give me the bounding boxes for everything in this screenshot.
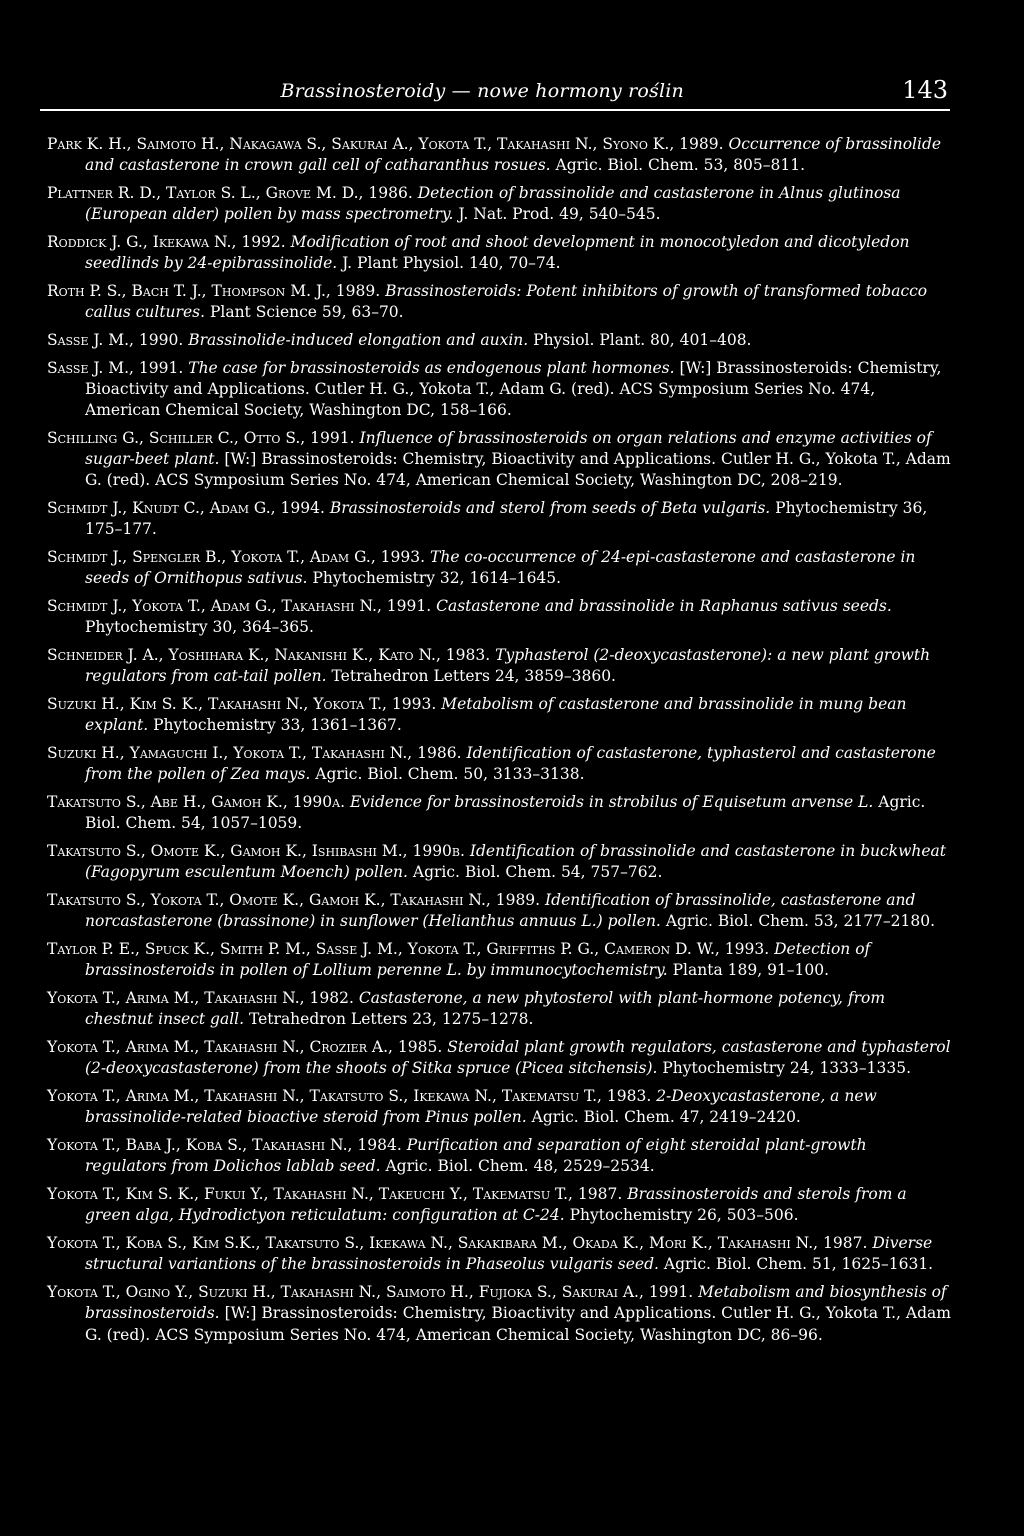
reference-entry [47,428,953,492]
reference-entry [47,1184,953,1226]
reference-entry [47,743,953,785]
reference-source: Phytochemistry 36, 175–177. [85,499,928,539]
reference-entry [47,841,953,883]
reference-title: Metabolism of castasterone and brassinolide in mung bean explant. [85,695,907,735]
reference-title: Steroidal plant growth regulators, castasterone and typhasterol (2-deoxycastasterone) from the shoots of Sitka spruce (Picea sitchensis). [85,1038,951,1078]
reference-entry [47,183,953,225]
reference-authors: Sasse J. M., 1990. [47,331,184,349]
reference-authors: Yokota T., Baba J., Koba S., Takahashi N., 1984. [47,1136,402,1155]
reference-source: J. Nat. Prod. 49, 540–545. [458,205,661,224]
reference-entry [47,498,953,540]
reference-title: Occurrence of brassinolide and castasterone in crown gall cell of catharanthus rosues. [85,135,942,175]
reference-source: Planta 189, 91–100. [672,961,830,980]
reference-entry [47,939,953,981]
reference-entry [47,134,953,176]
reference-entry [47,596,953,638]
page-header [40,76,950,112]
reference-title: Brassinosteroids: Potent inhibitors of growth of transformed tobacco callus cultures. [85,282,928,322]
reference-title: 2-Deoxycastasterone, a new brassinolide-related bioactive steroid from Pinus pollen. [85,1087,877,1127]
reference-title: Metabolism and biosynthesis of brassinosteroids. [85,1283,947,1323]
reference-title: Identification of brassinolide, castasterone and norcastasterone (brassinone) in sunflower (Helianthus annuus L.) pollen. [85,891,916,931]
reference-entry [47,1037,953,1079]
header-rule [40,109,950,111]
reference-authors: Yokota T., Kim S. K., Fukui Y., Takahashi N., Takeuchi Y., Takematsu T., 1987. [47,1185,623,1204]
reference-authors: Takatsuto S., Yokota T., Omote K., Gamoh K., Takahashi N., 1989. [47,891,541,910]
reference-title: Typhasterol (2-deoxycastasterone): a new plant growth regulators from cat-tail pollen. [85,646,931,686]
reference-title: Brassinolide-induced elongation and auxin. [188,331,529,349]
reference-authors: Yokota T., Koba S., Kim S.K., Takatsuto S., Ikekawa N., Sakakibara M., Okada K., Mori K., Takahashi N., 1987. [47,1234,868,1253]
reference-title: Modification of root and shoot development in monocotyledon and dicotyledon seedlinds by 24-epibrassinolide. [85,233,910,273]
reference-entry [47,1282,953,1346]
reference-authors: Yokota T., Arima M., Takahashi N., 1982. [47,989,354,1008]
reference-source: Agric. Biol. Chem. 48, 2529–2534. [385,1157,655,1176]
reference-entry [47,358,953,422]
reference-authors: Suzuki H., Yamaguchi I., Yokota T., Takahashi N., 1986. [47,744,462,763]
reference-entry [47,792,953,834]
reference-title: The case for brassinosteroids as endogenous plant hormones. [188,358,675,377]
reference-title: Brassinosteroids and sterols from a green alga, Hydrodictyon reticulatum: configuration at C-24. [85,1185,907,1225]
reference-authors: Schmidt J., Spengler B., Yokota T., Adam G., 1993. [47,548,426,567]
reference-source: Agric. Biol. Chem. 50, 3133–3138. [315,765,585,784]
reference-authors: Takatsuto S., Omote K., Gamoh K., Ishibashi M., 1990b. [47,842,465,861]
reference-title: Detection of brassinolide and castasterone in Alnus glutinosa (European alder) pollen by mass spectrometry. [85,184,901,224]
reference-authors: Schmidt J., Knudt C., Adam G., 1994. [47,499,325,518]
reference-entry [47,645,953,687]
reference-authors: Roth P. S., Bach T. J., Thompson M. J., 1989. [47,282,381,300]
reference-source: Phytochemistry 33, 1361–1367. [153,716,402,735]
reference-authors: Taylor P. E., Spuck K., Smith P. M., Sasse J. M., Yokota T., Griffiths P. G., Cameron D. W., 1993. [47,940,770,959]
reference-source: Agric. Biol. Chem. 54, 757–762. [412,863,663,882]
reference-authors: Yokota T., Ogino Y., Suzuki H., Takahashi N., Saimoto H., Fujioka S., Sakurai A., 1991. [47,1283,694,1302]
reference-source: Tetrahedron Letters 23, 1275–1278. [249,1010,534,1029]
reference-entry [47,281,953,323]
reference-authors: Suzuki H., Kim S. K., Takahashi N., Yokota T., 1993. [47,695,437,714]
reference-entry [47,1233,953,1275]
reference-entry [47,232,953,274]
reference-list [47,134,953,1352]
reference-title: Influence of brassinosteroids on organ relations and enzyme activities of sugar-beet plant. [85,429,932,469]
reference-source: Plant Science 59, 63–70. [209,303,404,322]
reference-entry [47,547,953,589]
reference-source: Agric. Biol. Chem. 53, 805–811. [555,156,806,175]
reference-authors: Schneider J. A., Yoshihara K., Nakanishi K., Kato N., 1983. [47,646,491,665]
reference-source: [W:] Brassinosteroids: Chemistry, Bioactivity and Applications. Cutler H. G., Yokota T., Adam G. (red). ACS Symposium Series No. 474, American Chemical Society, Washington DC, 158–166. [85,358,942,420]
reference-entry [47,694,953,736]
reference-authors: Roddick J. G., Ikekawa N., 1992. [47,233,286,251]
reference-source: [W:] Brassinosteroids: Chemistry, Bioactivity and Applications. Cutler H. G., Yokota T., Adam G. (red). ACS Symposium Series No. 474, American Chemical Society, Washington DC, 208–219. [85,450,951,490]
reference-source: Agric. Biol. Chem. 54, 1057–1059. [85,793,926,833]
reference-entry [47,1086,953,1128]
reference-title: Evidence for brassinosteroids in strobilus of Equisetum arvense L. [349,793,874,812]
reference-authors: Schilling G., Schiller C., Otto S., 1991. [47,429,355,447]
reference-source: Tetrahedron Letters 24, 3859–3860. [331,667,616,686]
reference-authors: Yokota T., Arima M., Takahashi N., Takatsuto S., Ikekawa N., Takematsu T., 1983. [47,1087,652,1106]
reference-source: Phytochemistry 30, 364–365. [85,618,314,637]
reference-source: Agric. Biol. Chem. 47, 2419–2420. [531,1108,801,1127]
reference-authors: Park K. H., Saimoto H., Nakagawa S., Sakurai A., Yokota T., Takahashi N., Syono K., 1989. [47,135,724,153]
reference-title: Identification of brassinolide and castasterone in buckwheat (Fagopyrum esculentum Moench) pollen. [85,842,946,882]
reference-entry [47,890,953,932]
reference-source: Phytochemistry 26, 503–506. [569,1206,799,1225]
reference-title: Castasterone, a new phytosterol with plant-hormone potency, from chestnut insect gall. [85,989,886,1029]
reference-title: Purification and separation of eight steroidal plant-growth regulators from Dolichos lablab seed. [85,1136,867,1176]
reference-source: Agric. Biol. Chem. 53, 2177–2180. [665,912,936,931]
reference-authors: Yokota T., Arima M., Takahashi N., Crozier A., 1985. [47,1038,443,1057]
reference-title: Diverse structural variantions of the brassinosteroids in Phaseolus vulgaris seed. [85,1234,933,1274]
reference-source: Phytochemistry 24, 1333–1335. [662,1059,912,1078]
reference-entry [47,330,953,351]
reference-authors: Sasse J. M., 1991. [47,358,184,377]
reference-source: Agric. Biol. Chem. 51, 1625–1631. [663,1255,934,1274]
reference-title: Identification of castasterone, typhasterol and castasterone from the pollen of Zea mays. [85,744,936,784]
reference-authors: Plattner R. D., Taylor S. L., Grove M. D., 1986. [47,184,413,202]
reference-title: Brassinosteroids and sterol from seeds of Beta vulgaris. [329,499,771,518]
reference-title: Detection of brassinosteroids in pollen of Lollium perenne L. by immunocytochemistry. [85,940,871,980]
reference-source: Phytochemistry 32, 1614–1645. [312,569,562,588]
reference-authors: Takatsuto S., Abe H., Gamoh K., 1990a. [47,793,346,812]
running-title: Brassinosteroidy — nowe hormony roślin [280,80,684,102]
page-number: 143 [902,76,948,104]
reference-source: J. Plant Physiol. 140, 70–74. [342,254,561,273]
reference-source: [W:] Brassinosteroids: Chemistry, Bioactivity and Applications. Cutler H. G., Yokota T., Adam G. (red). ACS Symposium Series No. 474, American Chemical Society, Washington DC, 86–96. [85,1304,951,1344]
reference-title: The co-occurrence of 24-epi-castasterone and castasterone in seeds of Ornithopus sativus. [85,548,916,588]
reference-title: Castasterone and brassinolide in Raphanus sativus seeds. [436,597,892,616]
reference-entry [47,1135,953,1177]
reference-entry [47,988,953,1030]
reference-authors: Schmidt J., Yokota T., Adam G., Takahashi N., 1991. [47,597,432,616]
reference-source: Physiol. Plant. 80, 401–408. [533,331,752,349]
